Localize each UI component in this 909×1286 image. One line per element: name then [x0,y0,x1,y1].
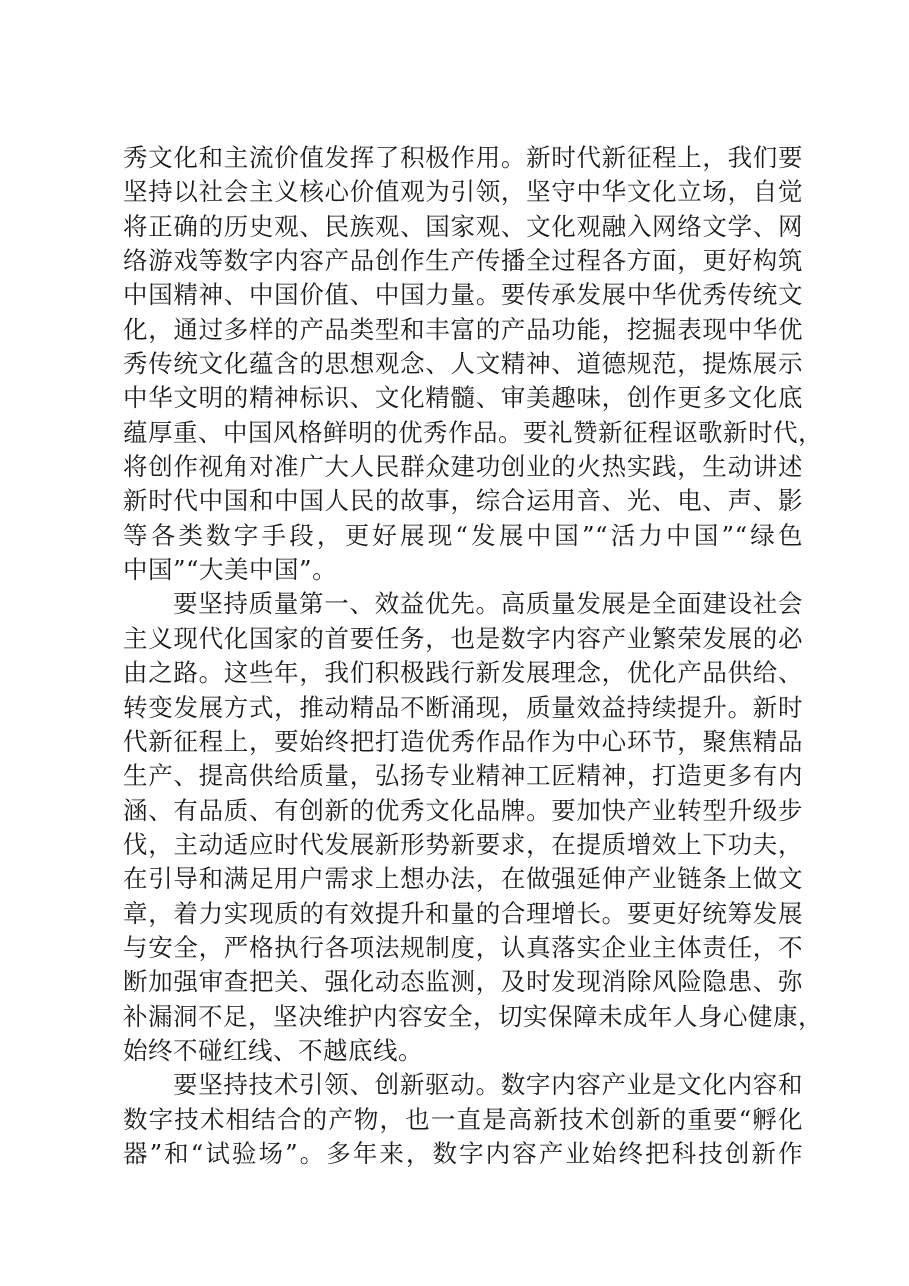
text-line: 断加强审查把关、强化动态监测，及时发现消除风险隐患、弥 [123,967,803,997]
paragraph-start-line: 要坚持技术引领、创新驱动。数字内容产业是文化内容和 [173,1070,803,1100]
text-line: 与安全，严格执行各项法规制度，认真落实企业主体责任，不 [123,932,803,962]
text-line: 化，通过多样的产品类型和丰富的产品功能，挖掘表现中华优 [123,314,803,344]
text-line: 在引导和满足用户需求上想办法，在做强延伸产业链条上做文 [123,864,803,894]
article-body [123,141,823,1171]
text-line: 将创作视角对准广大人民群众建功创业的火热实践，生动讲述 [123,452,803,482]
text-line: 章，着力实现质的有效提升和量的合理增长。要更好统筹发展 [123,898,803,928]
text-line: 补漏洞不足，坚决维护内容安全，切实保障未成年人身心健康， [123,1001,823,1031]
paragraph-start-line: 要坚持质量第一、效益优先。高质量发展是全面建设社会 [173,589,803,619]
text-line: 坚持以社会主义核心价值观为引领，坚守中华文化立场，自觉 [123,177,803,207]
text-line: 涵、有品质、有创新的优秀文化品牌。要加快产业转型升级步 [123,795,803,825]
text-line: 秀传统文化蕴含的思想观念、人文精神、道德规范，提炼展示 [123,349,803,379]
text-line: 代新征程上，要始终把打造优秀作品作为中心环节，聚焦精品 [123,726,803,756]
text-line: 等各类数字手段，更好展现“发展中国”“活力中国”“绿色 [123,520,803,550]
text-line: 中华文明的精神标识、文化精髓、审美趣味，创作更多文化底 [123,383,803,413]
text-line: 中国精神、中国价值、中国力量。要传承发展中华优秀传统文 [123,280,803,310]
text-line: 由之路。这些年，我们积极践行新发展理念，优化产品供给、 [123,658,803,688]
text-line: 新时代中国和中国人民的故事，综合运用音、光、电、声、影 [123,486,803,516]
paragraph-end-line: 中国”“大美中国”。 [123,555,338,585]
text-line: 秀文化和主流价值发挥了积极作用。新时代新征程上，我们要 [123,143,803,172]
text-line: 络游戏等数字内容产品创作生产传播全过程各方面，更好构筑 [123,246,803,276]
text-line: 器”和“试验场”。多年来，数字内容产业始终把科技创新作 [123,1138,803,1168]
text-line: 蕴厚重、中国风格鲜明的优秀作品。要礼赞新征程讴歌新时代， [123,417,823,447]
text-line: 将正确的历史观、民族观、国家观、文化观融入网络文学、网 [123,211,803,241]
text-line: 主义现代化国家的首要任务，也是数字内容产业繁荣发展的必 [123,623,803,653]
text-line: 伐，主动适应时代发展新形势新要求，在提质增效上下功夫， [123,829,803,859]
paragraph-end-line: 始终不碰红线、不越底线。 [123,1035,423,1065]
text-line: 数字技术相结合的产物，也一直是高新技术创新的重要“孵化 [123,1104,803,1134]
text-line: 转变发展方式，推动精品不断涌现，质量效益持续提升。新时 [123,692,803,722]
text-line: 生产、提高供给质量，弘扬专业精神工匠精神，打造更多有内 [123,761,803,791]
